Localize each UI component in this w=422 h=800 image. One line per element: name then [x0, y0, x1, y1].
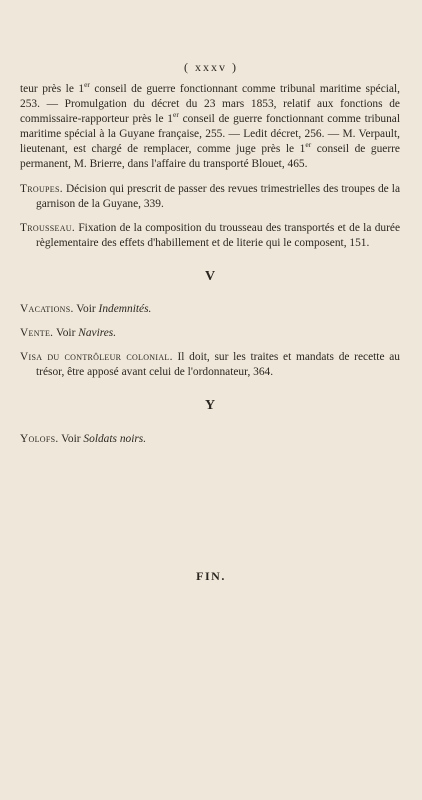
entry-term: Vente.	[20, 327, 54, 340]
entry-term: Visa du contrôleur colonial.	[20, 351, 173, 364]
entry-term: Troupes.	[20, 182, 63, 195]
entry-term: Vacations.	[20, 303, 74, 316]
entry-yolofs: Yolofs. Voir Soldats noirs.	[20, 432, 147, 445]
index-body	[20, 82, 400, 456]
section-letter-v: V	[204, 268, 216, 284]
section-letter-y: Y	[204, 398, 216, 414]
end-mark: FIN.	[196, 569, 226, 583]
entry-term: Yolofs.	[20, 432, 59, 445]
cross-reference: Navires.	[78, 327, 117, 340]
entry-vacations: Vacations. Voir Indemnités.	[20, 303, 152, 316]
entry-visa: Visa du contrôleur colonial. Il doit, sur les traites et mandats de recette au trésor, être apposé avant celui de l'ordonnateur, 364.	[20, 351, 400, 379]
entry-term: Trousseau.	[20, 221, 76, 234]
entry-troupes: Troupes. Décision qui prescrit de passer des revues trimestrielles des troupes de la garnison de la Guyane, 339.	[20, 182, 400, 210]
page-number: ( xxxv )	[184, 60, 238, 74]
continued-entry: teur près le 1er conseil de guerre fonctionnant comme tribunal maritime spécial, 253. — Promulgation du décret du 23 mars 1853, relatif aux fonctions de commissaire-rapporteur près le 1er conseil de guerre fonctionnant comme tribunal maritime spécial à la Guyane française, 255. — Ledit décret, 256. — M. Verpault, lieutenant, est chargé de remplacer, comme juge près le 1er conseil de guerre permanent, M. Brierre, dans l'affaire du transporté Blouet, 465.	[20, 80, 400, 171]
entry-vente: Vente. Voir Navires.	[20, 327, 117, 340]
cross-reference: Indemnités.	[98, 303, 152, 316]
cross-reference: Soldats noirs.	[83, 432, 147, 445]
entry-trousseau: Trousseau. Fixation de la composition du trousseau des transportés et de la durée règlementaire des effets d'habillement et de literie qui le composent, 151.	[20, 221, 400, 249]
